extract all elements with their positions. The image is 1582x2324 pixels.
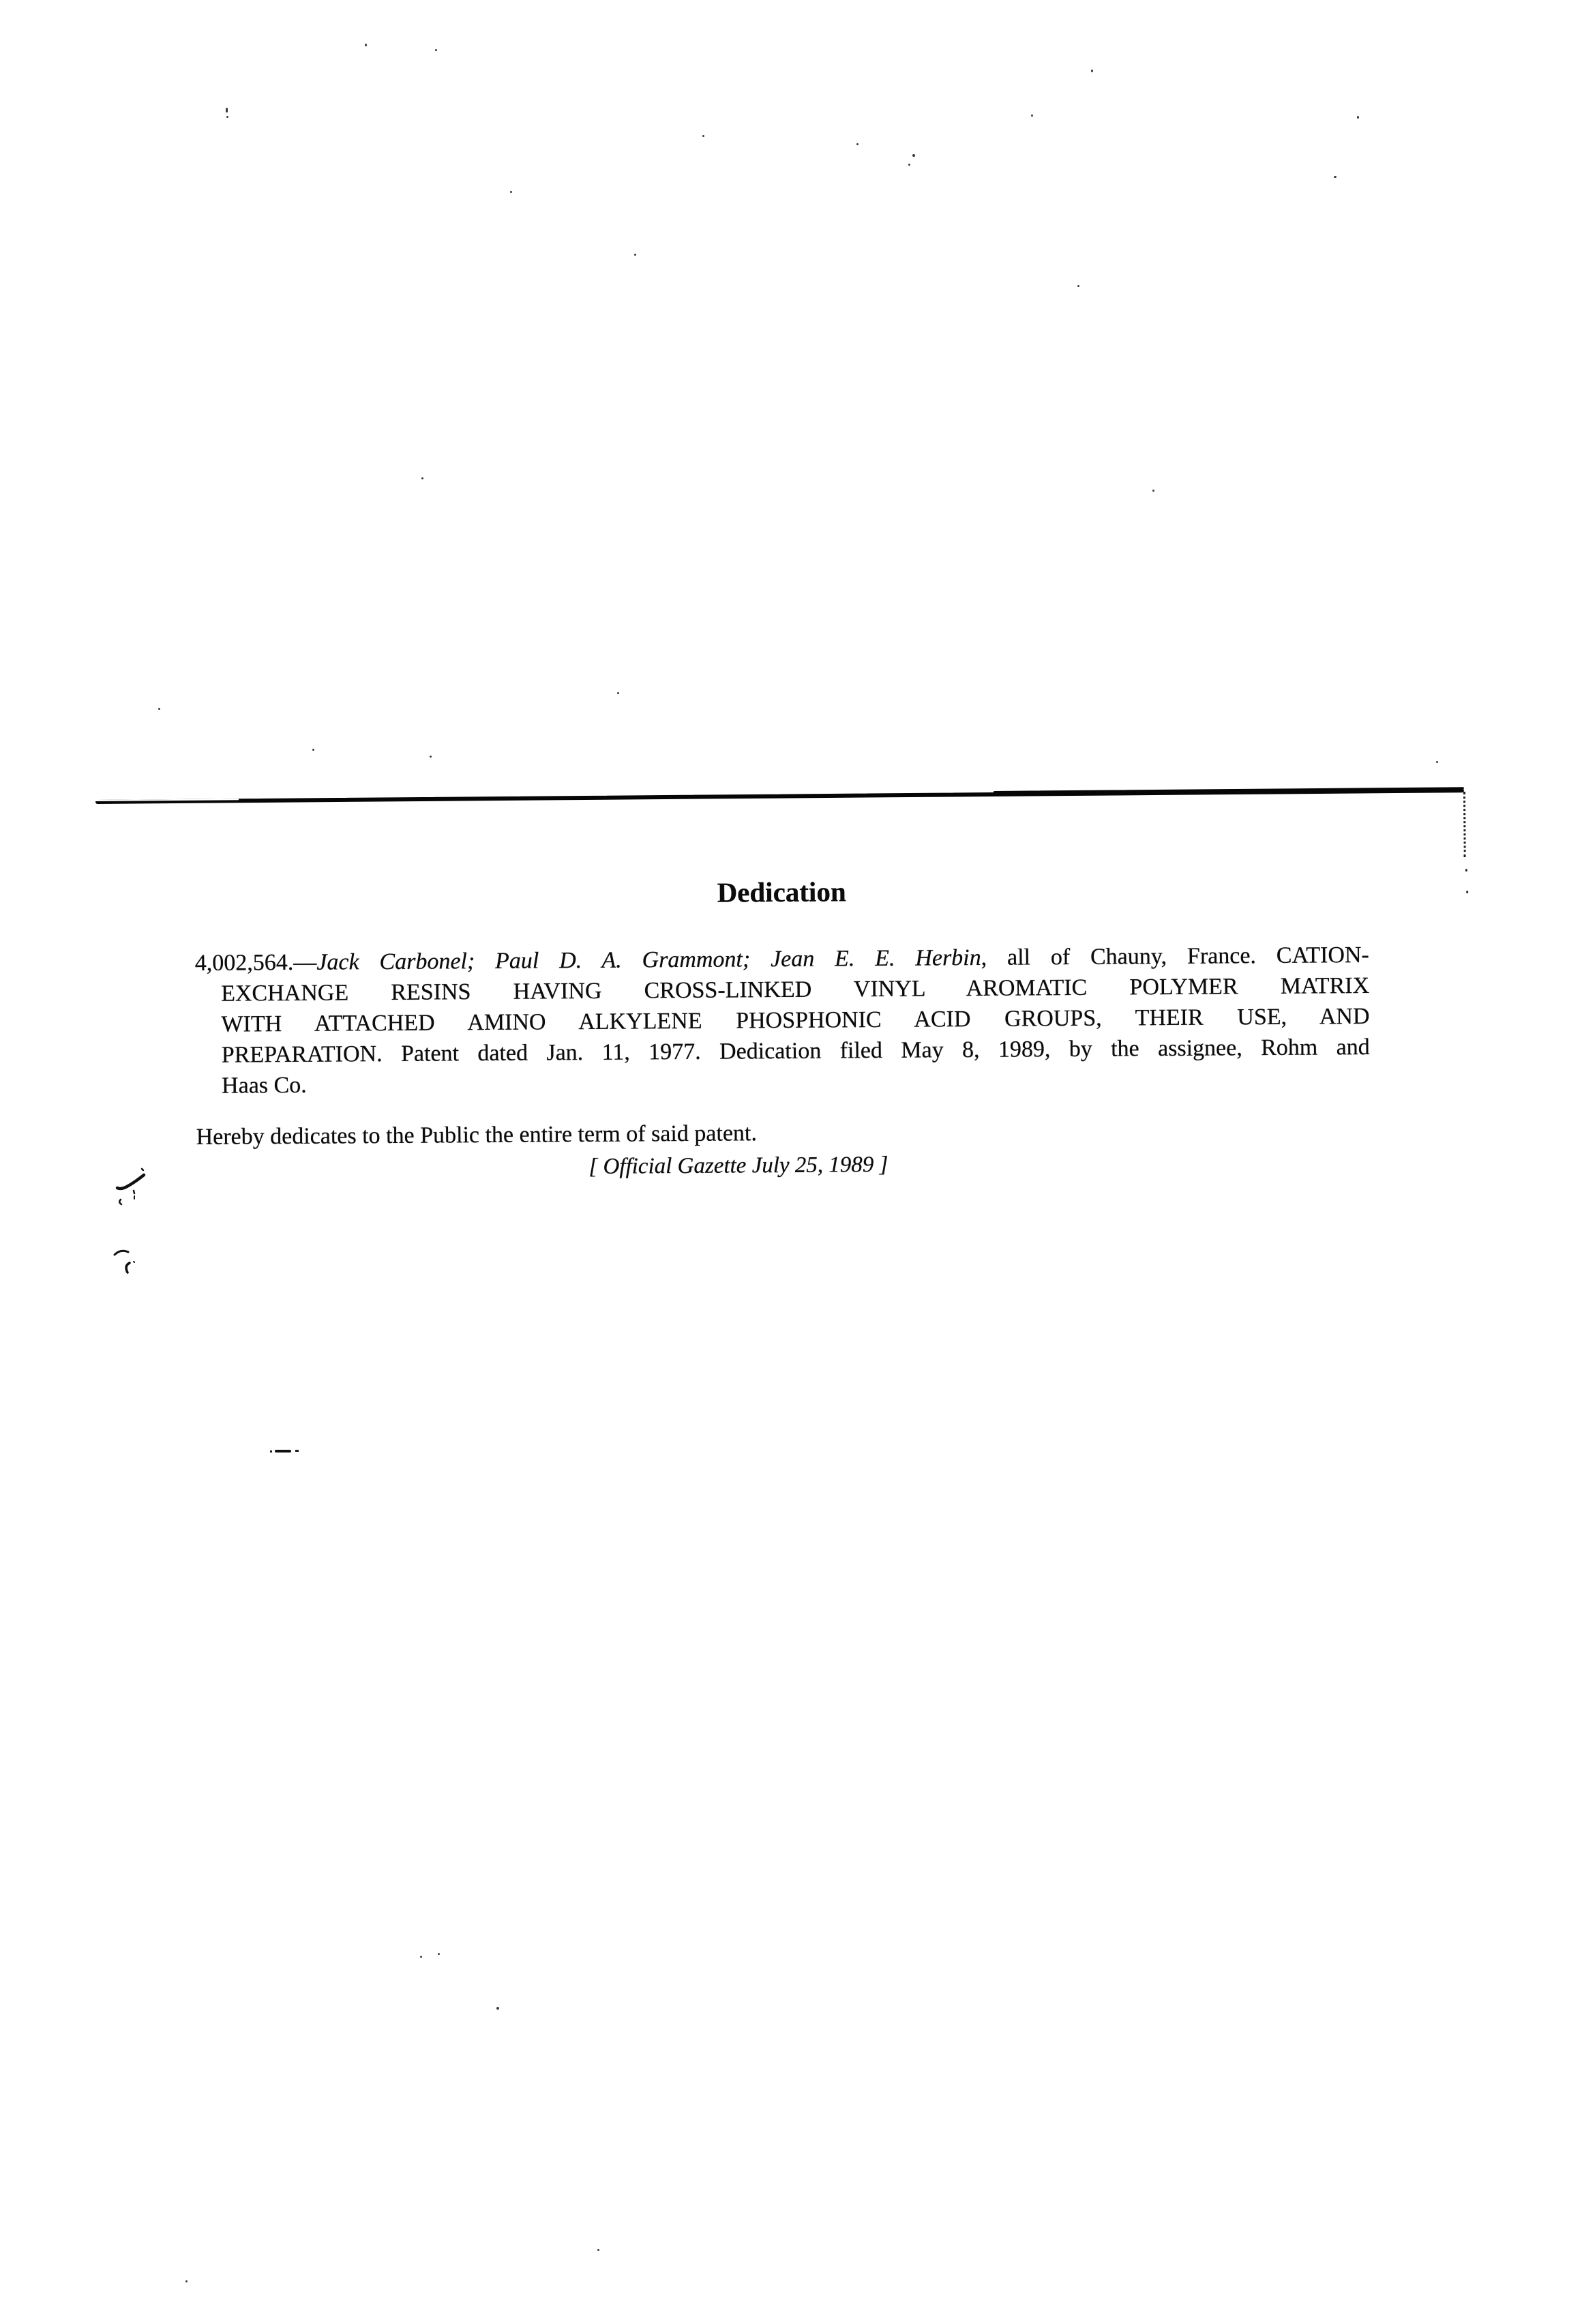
scan-speck [365, 44, 367, 46]
scan-speck [270, 1450, 272, 1452]
scan-speck [1357, 116, 1359, 119]
entry-line: Haas Co. [221, 1072, 307, 1099]
patent-number: 4,002,564.— [194, 949, 317, 976]
scan-speck [438, 1953, 440, 1955]
page-divider-rule [95, 788, 1464, 804]
scan-speck [510, 191, 512, 193]
scan-speck [1465, 869, 1467, 872]
inventor-names: Jack Carbonel; Paul D. A. Grammont; Jean E. E. Herbin [316, 944, 981, 975]
entry-line-text: , all of Chauny, France. CATION- [981, 942, 1369, 970]
scan-speck [226, 116, 228, 118]
scan-speck [1436, 761, 1438, 763]
scan-speck [185, 2280, 188, 2282]
scan-speck [1334, 176, 1337, 178]
margin-pen-mark [112, 1245, 140, 1278]
dash-mark [275, 1450, 291, 1452]
scan-speck [1466, 891, 1468, 893]
scan-speck [435, 49, 437, 51]
dedication-heading: Dedication [717, 876, 846, 908]
scan-speck [856, 143, 859, 145]
scan-speck [1091, 70, 1093, 72]
gazette-citation: [ Official Gazette July 25, 1989 ] [588, 1152, 889, 1179]
scan-speck [226, 108, 228, 113]
margin-pen-mark [115, 1163, 150, 1206]
scan-speck [312, 749, 314, 751]
scan-speck [158, 708, 160, 710]
scan-speck [1031, 115, 1033, 117]
scan-speck [617, 692, 619, 694]
entry-line: PREPARATION. Patent dated Jan. 11, 1977. Dedication filed May 8, 1989, by the assignee, Rohm and [221, 1034, 1370, 1068]
scan-speck [1152, 490, 1154, 492]
dedication-section [194, 873, 1371, 1187]
scan-speck [496, 2007, 499, 2010]
scan-speck [1077, 285, 1079, 287]
entry-line: EXCHANGE RESINS HAVING CROSS-LINKED VINYL AROMATIC POLYMER MATRIX [221, 972, 1370, 1007]
scan-speck [912, 154, 915, 157]
dedication-statement: Hereby dedicates to the Public the entire term of said patent. [196, 1120, 758, 1150]
scan-speck [295, 1450, 299, 1452]
fold-tick-mark [1463, 792, 1466, 857]
patent-entry [195, 940, 1371, 1101]
entry-line: WITH ATTACHED AMINO ALKYLENE PHOSPHONIC ACID GROUPS, THEIR USE, AND [221, 1003, 1370, 1037]
scan-speck [634, 254, 636, 256]
scan-speck [597, 2249, 599, 2251]
scan-speck [421, 477, 423, 479]
stray-dash-mark [270, 1448, 303, 1454]
scan-speck [430, 756, 432, 758]
divider-line [95, 788, 1464, 804]
scan-speck [420, 1956, 422, 1958]
scan-speck [908, 164, 910, 166]
scan-speck [702, 135, 704, 137]
